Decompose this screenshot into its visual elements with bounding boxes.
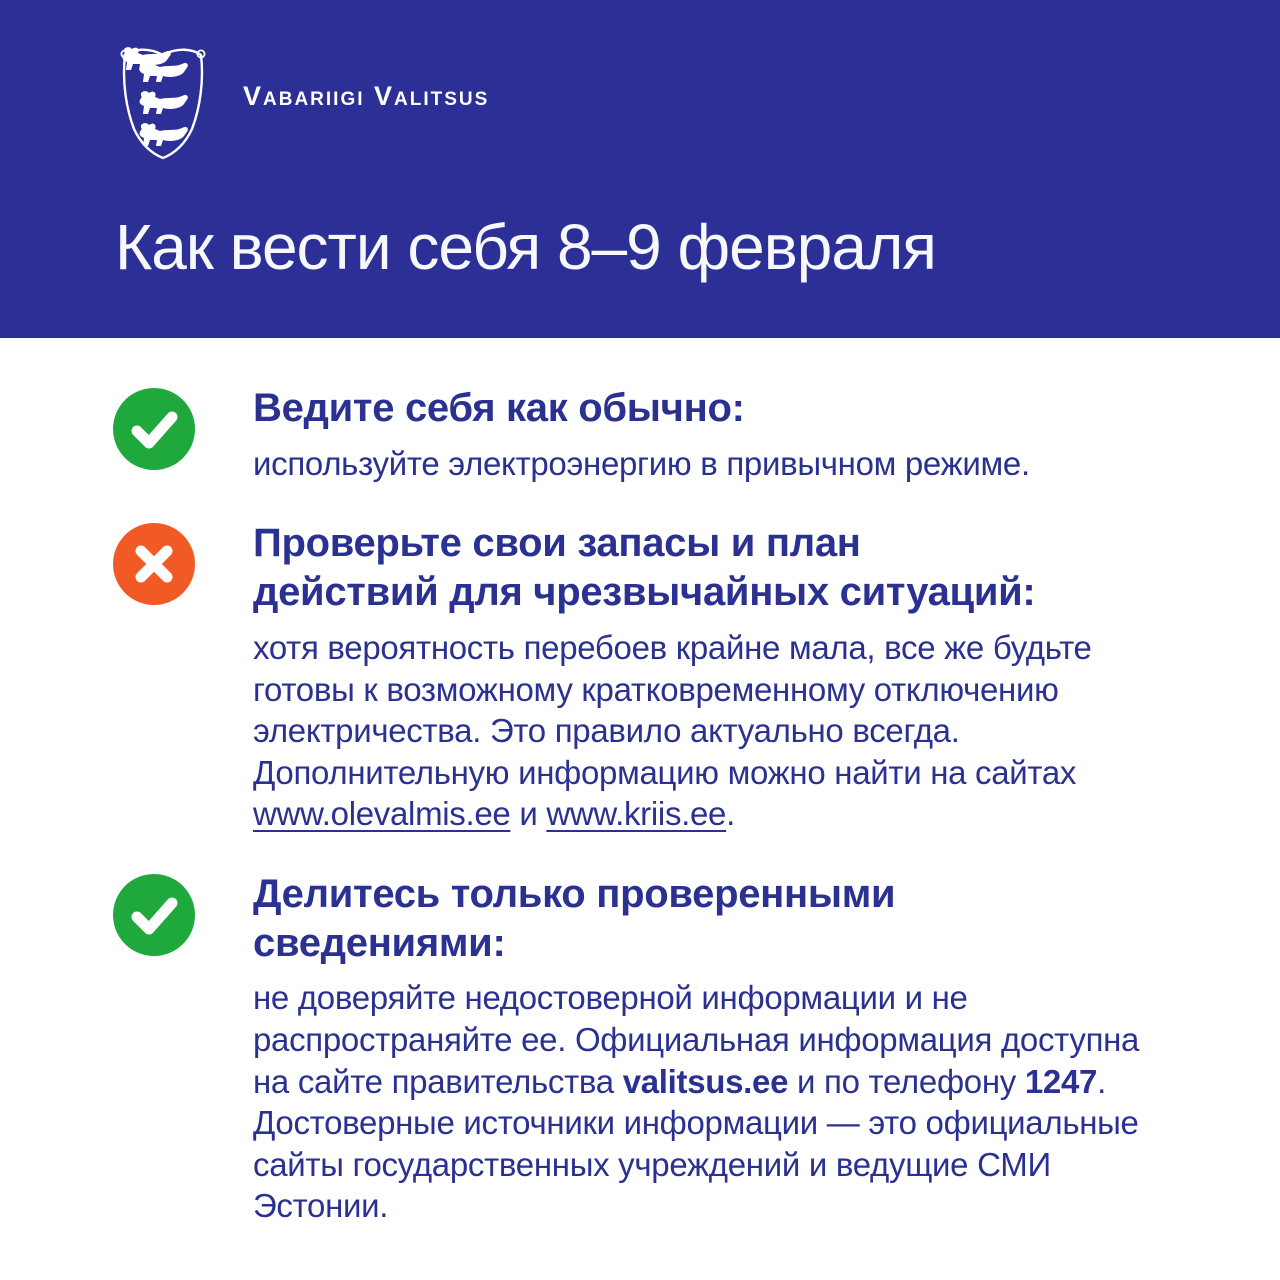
- header: [0, 0, 1280, 338]
- advice-section: [113, 868, 1190, 1227]
- org-name: Vabariigi Valitsus: [243, 81, 490, 111]
- text-segment: и по телефону: [788, 1062, 1025, 1100]
- section-text: [253, 517, 1183, 834]
- text-segment: 1247: [1024, 1062, 1098, 1100]
- section-text: [253, 382, 1030, 484]
- text-segment: и: [510, 795, 547, 833]
- page-title: Как вести себя 8–9 февраля: [115, 211, 936, 283]
- advice-section: [113, 382, 1190, 484]
- check-icon: [113, 874, 195, 956]
- section-body: [253, 443, 1030, 485]
- text-segment: не доверяйте недостоверной информации и не распространяйте ее. Официальная информация доступна на сайте правительства: [253, 979, 1140, 1100]
- section-heading: Проверьте свои запасы и план действий для чрезвычайных ситуаций:: [253, 521, 1036, 615]
- check-icon: [113, 388, 195, 470]
- text-segment: используйте электроэнергию в привычном режиме.: [253, 444, 1030, 482]
- text-segment: . Достоверные источники информации — это официальные сайты государственных учреждений и ведущие СМИ Эстонии.: [253, 1062, 1139, 1225]
- section-heading: Делитесь только проверенными сведениями:: [253, 871, 896, 965]
- link[interactable]: www.olevalmis.ee: [253, 795, 511, 833]
- sections: [0, 338, 1280, 1227]
- cross-icon: [113, 523, 195, 605]
- advice-section: [113, 517, 1190, 834]
- text-segment: .: [726, 795, 735, 833]
- link[interactable]: www.kriis.ee: [546, 795, 727, 833]
- section-body: [253, 977, 1183, 1226]
- text-segment: valitsus.ee: [622, 1062, 789, 1100]
- section-body: [253, 627, 1183, 835]
- section-text: [253, 868, 1183, 1227]
- government-brand: [113, 45, 1180, 163]
- section-heading: Ведите себя как обычно:: [253, 386, 745, 430]
- text-segment: хотя вероятность перебоев крайне мала, все же будьте готовы к возможному кратковременному отключению электричества. Это правило актуально всегда. Дополнительную информацию можно найти на сайтах: [253, 628, 1092, 791]
- estonia-coat-of-arms-logo: [113, 45, 213, 163]
